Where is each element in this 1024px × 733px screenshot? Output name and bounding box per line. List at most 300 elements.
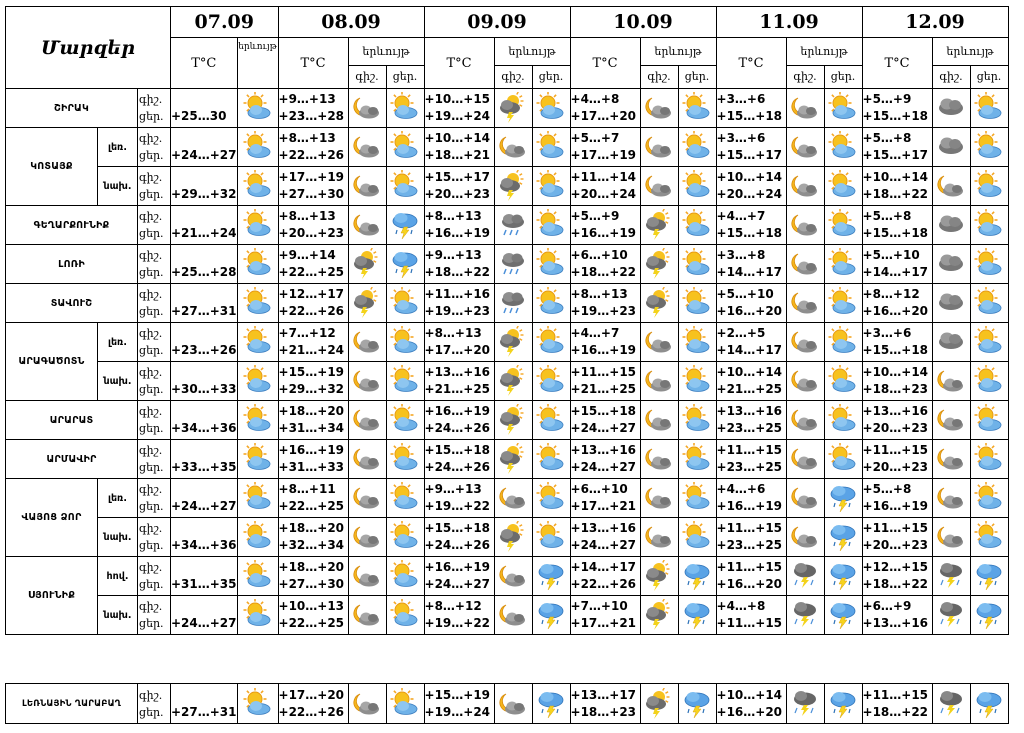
day-weather-cell [532,440,570,479]
weather-icon [643,248,675,280]
weather-icon [535,209,567,241]
day-weather-cell [824,479,862,518]
temp-cell: +10…+14 +21…+25 [716,362,786,401]
night-weather-cell [348,245,386,284]
night-weather-cell [786,206,824,245]
night-weather-cell [932,245,970,284]
weather-cell [237,362,278,401]
weather-icon [389,521,421,553]
night-weather-cell [640,323,678,362]
day-header: ցեր. [824,65,862,88]
weather-icon [535,560,567,592]
day-weather-cell [678,401,716,440]
weather-icon [389,688,421,720]
weather-icon [242,482,274,514]
day-weather-cell [386,284,424,323]
weather-icon [973,560,1005,592]
night-weather-cell [786,479,824,518]
temp-cell: +15…+18 +24…+26 [424,518,494,557]
day-weather-cell [678,596,716,635]
weather-icon [535,326,567,358]
weather-icon [643,170,675,202]
weather-icon [535,482,567,514]
day-weather-cell [532,362,570,401]
weather-icon [973,404,1005,436]
temp-cell: +11…+15 +23…+25 [716,440,786,479]
day-weather-cell [386,245,424,284]
day-weather-cell [824,440,862,479]
weather-icon [935,248,967,280]
day-weather-cell [970,323,1008,362]
forecast-table [5,6,1009,635]
temp-cell: +15…+19 +29…+32 [278,362,348,401]
night-header: գիշ. [348,65,386,88]
weather-icon [351,248,383,280]
weather-icon [389,560,421,592]
day-night-labels: գիշ. ցեր. [138,323,171,362]
weather-icon [789,560,821,592]
weather-cell [237,167,278,206]
weather-icon [242,326,274,358]
weather-icon [497,131,529,163]
weather-icon [643,287,675,319]
weather-icon [789,365,821,397]
day-weather-cell [678,557,716,596]
weather-cell [237,284,278,323]
weather-icon [535,92,567,124]
weather-icon [535,443,567,475]
day-night-labels: գիշ. ցեր. [138,89,171,128]
weather-icon [389,443,421,475]
weather-icon [643,482,675,514]
temp-cell: +8…+11 +22…+25 [278,479,348,518]
day-weather-cell [532,518,570,557]
temp-cell: +34…+36 [171,401,238,440]
weather-icon [389,287,421,319]
weather-icon [242,248,274,280]
day-weather-cell [678,245,716,284]
temp-cell: +4…+6 +16…+19 [716,479,786,518]
night-weather-cell [786,167,824,206]
night-weather-cell [640,401,678,440]
date-header: 11.09 [716,7,862,38]
weather-icon [389,599,421,631]
weather-icon [681,599,713,631]
day-weather-cell [970,479,1008,518]
weather-icon [827,248,859,280]
weather-icon [497,521,529,553]
temp-cell: +8…+13 +17…+20 [424,323,494,362]
day-weather-cell [386,167,424,206]
day-weather-cell [678,479,716,518]
weather-icon [973,482,1005,514]
temp-cell: +24…+27 [171,479,238,518]
weather-icon [389,326,421,358]
day-weather-cell [532,284,570,323]
weather-icon [935,326,967,358]
night-weather-cell [932,206,970,245]
weather-icon [827,404,859,436]
temp-cell: +6…+10 +18…+22 [570,245,640,284]
weather-icon [389,209,421,241]
weather-icon [242,599,274,631]
temp-cell: +10…+14 +18…+21 [424,128,494,167]
night-weather-cell [640,167,678,206]
night-weather-cell [494,245,532,284]
day-weather-cell [532,557,570,596]
weather-icon [351,326,383,358]
day-night-labels: գիշ. ցեր. [138,596,171,635]
day-weather-cell [386,557,424,596]
night-weather-cell [932,167,970,206]
temp-cell: +27…+31 [171,284,238,323]
night-weather-cell [932,401,970,440]
night-weather-cell [348,89,386,128]
temp-cell: +7…+12 +21…+24 [278,323,348,362]
weather-icon [535,365,567,397]
weather-icon [351,688,383,720]
temp-cell: +5…+10 +14…+17 [862,245,932,284]
night-weather-cell [786,89,824,128]
temp-cell: +10…+14 +18…+22 [862,167,932,206]
weather-icon [497,365,529,397]
temp-cell: +2…+5 +14…+17 [716,323,786,362]
weather-icon [973,521,1005,553]
region-name: ԿՈՏԱՅՔ [6,128,98,206]
night-weather-cell [494,206,532,245]
temp-cell: +9…+13 +19…+22 [424,479,494,518]
day-weather-cell [824,401,862,440]
date-header: 10.09 [570,7,716,38]
region-name: ԱՐԱՐԱՏ [6,401,138,440]
weather-icon [497,688,529,720]
day-weather-cell [824,596,862,635]
temp-cell: +25…30 [171,89,238,128]
region-name: ԱՐՄԱՎԻՐ [6,440,138,479]
temp-cell: +21…+24 [171,206,238,245]
night-weather-cell [932,479,970,518]
weather-icon [827,482,859,514]
day-weather-cell [532,401,570,440]
day-weather-cell [824,167,862,206]
day-weather-cell [386,206,424,245]
weather-icon [827,365,859,397]
day-weather-cell [824,684,862,724]
day-weather-cell [532,167,570,206]
weather-icon [497,170,529,202]
weather-icon [681,404,713,436]
weather-icon [351,365,383,397]
weather-cell [237,323,278,362]
weather-icon [351,92,383,124]
day-weather-cell [678,518,716,557]
weather-icon [973,170,1005,202]
temp-cell: +11…+15 +16…+20 [716,557,786,596]
weather-icon [681,688,713,720]
night-weather-cell [494,596,532,635]
night-weather-cell [640,362,678,401]
temp-cell: +4…+8 +17…+20 [570,89,640,128]
temp-cell: +11…+15 +23…+25 [716,518,786,557]
night-weather-cell [640,440,678,479]
region-name: ԼՈՌԻ [6,245,138,284]
weather-icon [351,560,383,592]
phenomenon-header: երևույթ [237,38,278,89]
temp-cell: +11…+16 +19…+23 [424,284,494,323]
night-weather-cell [786,284,824,323]
weather-icon [389,404,421,436]
weather-icon [681,326,713,358]
weather-cell [237,596,278,635]
regions-header: Մարզեր [6,7,171,89]
weather-icon [681,365,713,397]
night-weather-cell [348,323,386,362]
night-weather-cell [640,245,678,284]
temp-cell: +15…+17 +20…+23 [424,167,494,206]
night-weather-cell [932,362,970,401]
temp-cell: +24…+27 [171,128,238,167]
night-weather-cell [348,206,386,245]
temp-cell: +3…+6 +15…+17 [716,128,786,167]
day-weather-cell [824,89,862,128]
night-weather-cell [786,401,824,440]
weather-icon [789,248,821,280]
night-weather-cell [494,89,532,128]
night-weather-cell [494,284,532,323]
night-weather-cell [932,518,970,557]
karabakh-table [5,683,1009,724]
weather-icon [973,599,1005,631]
day-weather-cell [678,440,716,479]
day-night-labels: գիշ. ցեր. [138,206,171,245]
temp-cell: +33…+35 [171,440,238,479]
region-name: ԼԵՌՆԱՅԻՆ ՂԱՐԱԲԱՂ [6,684,138,724]
temp-cell: +15…+18 +24…+27 [570,401,640,440]
temp-cell: +29…+32 [171,167,238,206]
weather-icon [242,287,274,319]
weather-icon [681,560,713,592]
weather-icon [827,688,859,720]
weather-icon [789,599,821,631]
weather-icon [935,170,967,202]
weather-icon [681,170,713,202]
temp-cell: +11…+15 +20…+23 [862,440,932,479]
weather-cell [237,440,278,479]
temp-cell: +23…+26 [171,323,238,362]
day-weather-cell [970,596,1008,635]
night-weather-cell [932,128,970,167]
temp-cell: +5…+7 +17…+19 [570,128,640,167]
temp-cell: +5…+10 +16…+20 [716,284,786,323]
day-weather-cell [678,284,716,323]
weather-icon [535,287,567,319]
day-header: ցեր. [386,65,424,88]
temp-cell: +10…+14 +20…+24 [716,167,786,206]
day-night-labels: գիշ. ցեր. [138,245,171,284]
temp-cell: +5…+8 +15…+18 [862,206,932,245]
weather-icon [535,248,567,280]
night-weather-cell [786,323,824,362]
day-weather-cell [678,89,716,128]
weather-icon [389,482,421,514]
subregion: նախ. [98,596,138,635]
weather-icon [643,131,675,163]
day-weather-cell [386,401,424,440]
night-weather-cell [348,284,386,323]
weather-icon [827,560,859,592]
date-header: 08.09 [278,7,424,38]
region-name: ԱՐԱԳԱԾՈՏՆ [6,323,98,401]
night-weather-cell [786,684,824,724]
weather-icon [497,287,529,319]
night-weather-cell [932,596,970,635]
weather-icon [643,404,675,436]
weather-icon [643,326,675,358]
temp-cell: +12…+17 +22…+26 [278,284,348,323]
weather-icon [497,404,529,436]
temp-cell: +13…+16 +20…+23 [862,401,932,440]
phenomenon-header: երևույթ [932,38,1008,66]
day-weather-cell [970,167,1008,206]
night-weather-cell [786,128,824,167]
subregion: նախ. [98,362,138,401]
weather-icon [351,443,383,475]
day-weather-cell [970,440,1008,479]
temp-cell: +16…+19 +24…+27 [424,557,494,596]
night-header: գիշ. [932,65,970,88]
region-name: ՏԱՎՈՒՇ [6,284,138,323]
weather-icon [935,560,967,592]
weather-icon [351,404,383,436]
weather-icon [681,287,713,319]
weather-icon [789,521,821,553]
day-weather-cell [678,323,716,362]
region-name: ՍՅՈՒՆԻՔ [6,557,98,635]
weather-icon [789,482,821,514]
weather-icon [643,599,675,631]
day-weather-cell [824,323,862,362]
date-header: 07.09 [171,7,279,38]
weather-icon [535,521,567,553]
day-weather-cell [532,89,570,128]
night-header: գիշ. [640,65,678,88]
temp-cell: +7…+10 +17…+21 [570,596,640,635]
weather-icon [681,209,713,241]
weather-icon [497,92,529,124]
night-weather-cell [786,362,824,401]
day-weather-cell [386,596,424,635]
phenomenon-header: երևույթ [494,38,570,66]
day-night-labels: գիշ. ցեր. [138,284,171,323]
temp-cell: +16…+19 +24…+26 [424,401,494,440]
night-weather-cell [786,557,824,596]
day-weather-cell [824,284,862,323]
weather-icon [351,170,383,202]
weather-icon [789,92,821,124]
day-weather-cell [970,557,1008,596]
day-weather-cell [532,479,570,518]
weather-icon [497,560,529,592]
weather-icon [789,443,821,475]
weather-icon [242,170,274,202]
weather-icon [935,404,967,436]
weather-cell [237,684,278,724]
day-weather-cell [386,362,424,401]
weather-cell [237,245,278,284]
date-header: 09.09 [424,7,570,38]
temp-cell: +5…+8 +16…+19 [862,479,932,518]
day-night-labels: գիշ. ցեր. [138,479,171,518]
subregion: նախ. [98,167,138,206]
night-weather-cell [786,245,824,284]
weather-icon [935,92,967,124]
weather-cell [237,557,278,596]
temp-cell: +9…+13 +18…+22 [424,245,494,284]
weather-icon [643,92,675,124]
weather-icon [973,326,1005,358]
weather-icon [935,688,967,720]
weather-icon [242,209,274,241]
weather-icon [973,209,1005,241]
weather-icon [497,326,529,358]
night-weather-cell [640,89,678,128]
phenomenon-header: երևույթ [786,38,862,66]
weather-icon [935,209,967,241]
day-header: ցեր. [678,65,716,88]
weather-icon [242,131,274,163]
night-weather-cell [494,518,532,557]
weather-icon [535,131,567,163]
day-weather-cell [386,684,424,724]
temp-cell: +4…+8 +11…+15 [716,596,786,635]
subregion: լեռ. [98,128,138,167]
day-weather-cell [532,245,570,284]
temp-cell: +8…+13 +22…+26 [278,128,348,167]
weather-icon [389,92,421,124]
region-name: ՎԱՅՈՑ ՁՈՐ [6,479,98,557]
weather-icon [973,248,1005,280]
weather-icon [643,560,675,592]
weather-icon [242,560,274,592]
weather-icon [973,443,1005,475]
night-weather-cell [932,440,970,479]
night-weather-cell [348,440,386,479]
night-weather-cell [640,284,678,323]
temp-cell: +4…+7 +15…+18 [716,206,786,245]
day-weather-cell [970,206,1008,245]
weather-icon [497,209,529,241]
night-weather-cell [932,89,970,128]
day-weather-cell [678,684,716,724]
temp-cell: +17…+20 +22…+26 [278,684,348,724]
day-weather-cell [532,684,570,724]
temp-cell: +15…+18 +24…+26 [424,440,494,479]
temp-cell: +8…+12 +19…+22 [424,596,494,635]
day-weather-cell [970,284,1008,323]
day-night-labels: գիշ. ցեր. [138,684,171,724]
temp-header: T°C [171,38,238,89]
temp-cell: +10…+15 +19…+24 [424,89,494,128]
temp-cell: +8…+13 +16…+19 [424,206,494,245]
day-night-labels: գիշ. ցեր. [138,362,171,401]
weather-icon [973,131,1005,163]
temp-cell: +11…+15 +20…+23 [862,518,932,557]
weather-icon [497,248,529,280]
day-weather-cell [970,518,1008,557]
weather-icon [351,287,383,319]
temp-cell: +15…+19 +19…+24 [424,684,494,724]
day-weather-cell [824,245,862,284]
